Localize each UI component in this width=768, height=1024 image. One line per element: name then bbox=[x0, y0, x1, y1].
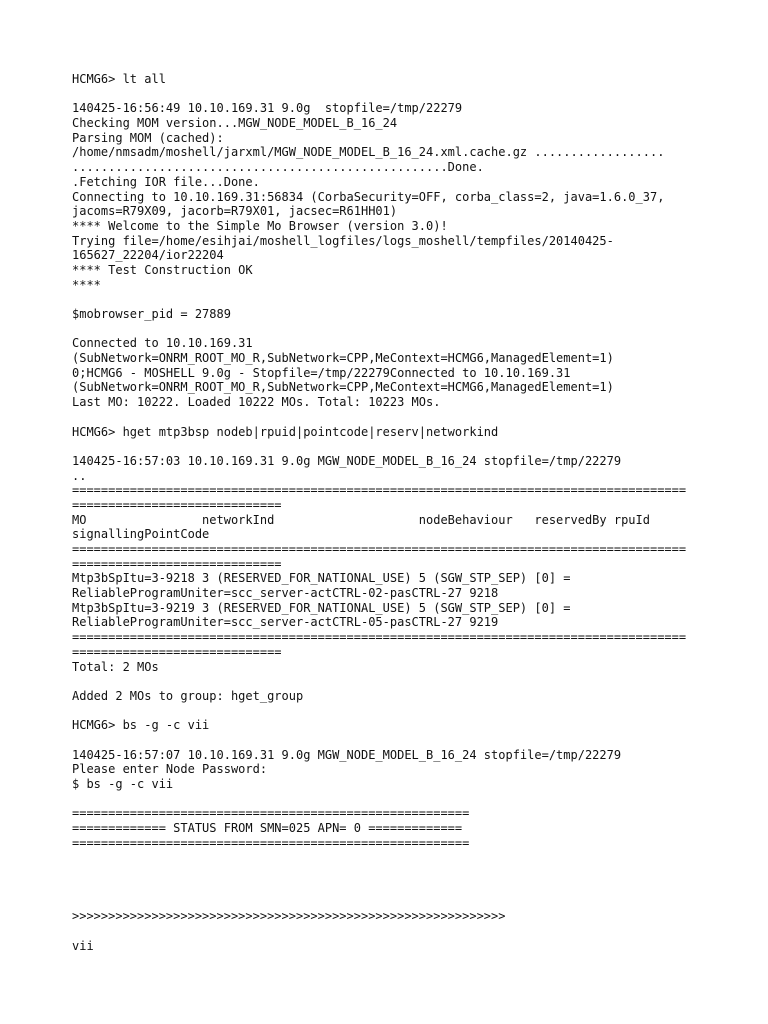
log-line: ============================= bbox=[72, 497, 282, 512]
log-line: ....................................................Done. bbox=[72, 160, 484, 175]
log-line: Total: 2 MOs bbox=[72, 659, 159, 674]
log-line: Added 2 MOs to group: hget_group bbox=[72, 688, 304, 703]
blank-line bbox=[72, 880, 712, 895]
blank-line bbox=[72, 704, 712, 719]
log-line: ============= STATUS FROM SMN=025 APN= 0 ============= bbox=[72, 821, 463, 836]
log-line: ===================================================================================== bbox=[72, 542, 687, 556]
log-line: jacoms=R79X09, jacorb=R79X01, jacsec=R61HH01) bbox=[72, 204, 398, 219]
blank-line bbox=[72, 924, 712, 939]
blank-line bbox=[72, 792, 712, 807]
log-line: 140425-16:56:49 10.10.169.31 9.0g stopfile=/tmp/22279 bbox=[72, 101, 463, 116]
log-line: $ bs -g -c vii bbox=[72, 777, 174, 791]
log-line: HCMG6> bs -g -c vii bbox=[72, 718, 210, 733]
log-line: Last MO: 10222. Loaded 10222 MOs. Total: 10223 MOs. bbox=[72, 395, 441, 410]
log-line: $mobrowser_pid = 27889 bbox=[72, 307, 231, 321]
terminal-log-page bbox=[72, 72, 712, 953]
blank-line bbox=[72, 322, 712, 337]
blank-line bbox=[72, 895, 712, 910]
log-line: ======================================================= bbox=[72, 806, 470, 821]
log-line: (SubNetwork=ONRM_ROOT_MO_R,SubNetwork=CPP,MeContext=HCMG6,ManagedElement=1) bbox=[72, 380, 614, 395]
log-line: (SubNetwork=ONRM_ROOT_MO_R,SubNetwork=CPP,MeContext=HCMG6,ManagedElement=1) bbox=[72, 351, 614, 366]
log-line: ReliableProgramUniter=scc_server-actCTRL-02-pasCTRL-27 9218 bbox=[72, 586, 499, 601]
log-line: ReliableProgramUniter=scc_server-actCTRL-05-pasCTRL-27 9219 bbox=[72, 615, 499, 630]
log-line: 140425-16:57:07 10.10.169.31 9.0g MGW_NODE_MODEL_B_16_24 stopfile=/tmp/22279 bbox=[72, 747, 622, 762]
blank-line bbox=[72, 439, 712, 454]
blank-line bbox=[72, 733, 712, 748]
blank-line bbox=[72, 674, 712, 689]
log-line: Parsing MOM (cached): bbox=[72, 130, 224, 145]
log-line: Mtp3bSpItu=3-9218 3 (RESERVED_FOR_NATIONAL_USE) 5 (SGW_STP_SEP) [0] = bbox=[72, 571, 571, 586]
log-line: MO networkInd nodeBehaviour reservedBy rpuId bbox=[72, 512, 650, 527]
log-line: 140425-16:57:03 10.10.169.31 9.0g MGW_NODE_MODEL_B_16_24 stopfile=/tmp/22279 bbox=[72, 453, 622, 468]
log-line: >>>>>>>>>>>>>>>>>>>>>>>>>>>>>>>>>>>>>>>>>>>>>>>>>>>>>>>>>>>> bbox=[72, 909, 506, 924]
log-line: Checking MOM version...MGW_NODE_MODEL_B_16_24 bbox=[72, 116, 398, 131]
log-line: Please enter Node Password: bbox=[72, 762, 268, 777]
log-line: ===================================================================================== bbox=[72, 483, 687, 498]
log-line: Trying file=/home/esihjai/moshell_logfiles/logs_moshell/tempfiles/20140425- bbox=[72, 233, 614, 248]
log-line: Connecting to 10.10.169.31:56834 (CorbaSecurity=OFF, corba_class=2, java=1.6.0_37, bbox=[72, 189, 665, 204]
log-line: signallingPointCode bbox=[72, 527, 210, 542]
log-line: HCMG6> hget mtp3bsp nodeb|rpuid|pointcode|reserv|networkind bbox=[72, 424, 499, 439]
blank-line bbox=[72, 850, 712, 865]
log-line: HCMG6> lt all bbox=[72, 72, 166, 86]
log-line: /home/nmsadm/moshell/jarxml/MGW_NODE_MODEL_B_16_24.xml.cache.gz .................. bbox=[72, 145, 665, 160]
log-line: ======================================================= bbox=[72, 835, 470, 850]
log-line: Mtp3bSpItu=3-9219 3 (RESERVED_FOR_NATIONAL_USE) 5 (SGW_STP_SEP) [0] = bbox=[72, 600, 571, 615]
log-line: .. bbox=[72, 468, 87, 483]
log-line: ============================= bbox=[72, 556, 282, 571]
log-line: ===================================================================================== bbox=[72, 630, 687, 645]
blank-line bbox=[72, 87, 712, 102]
log-line: **** Welcome to the Simple Mo Browser (version 3.0)! bbox=[72, 218, 448, 233]
blank-line bbox=[72, 410, 712, 425]
log-line: vii bbox=[72, 938, 94, 953]
log-line: ============================= bbox=[72, 644, 282, 659]
log-line: 0;HCMG6 - MOSHELL 9.0g - Stopfile=/tmp/22279Connected to 10.10.169.31 bbox=[72, 365, 571, 380]
log-line: **** bbox=[72, 277, 101, 292]
log-line: Connected to 10.10.169.31 bbox=[72, 336, 253, 351]
blank-line bbox=[72, 292, 712, 307]
blank-line bbox=[72, 865, 712, 880]
log-line: **** Test Construction OK bbox=[72, 262, 253, 277]
log-line: .Fetching IOR file...Done. bbox=[72, 174, 260, 189]
log-line: 165627_22204/ior22204 bbox=[72, 248, 224, 263]
